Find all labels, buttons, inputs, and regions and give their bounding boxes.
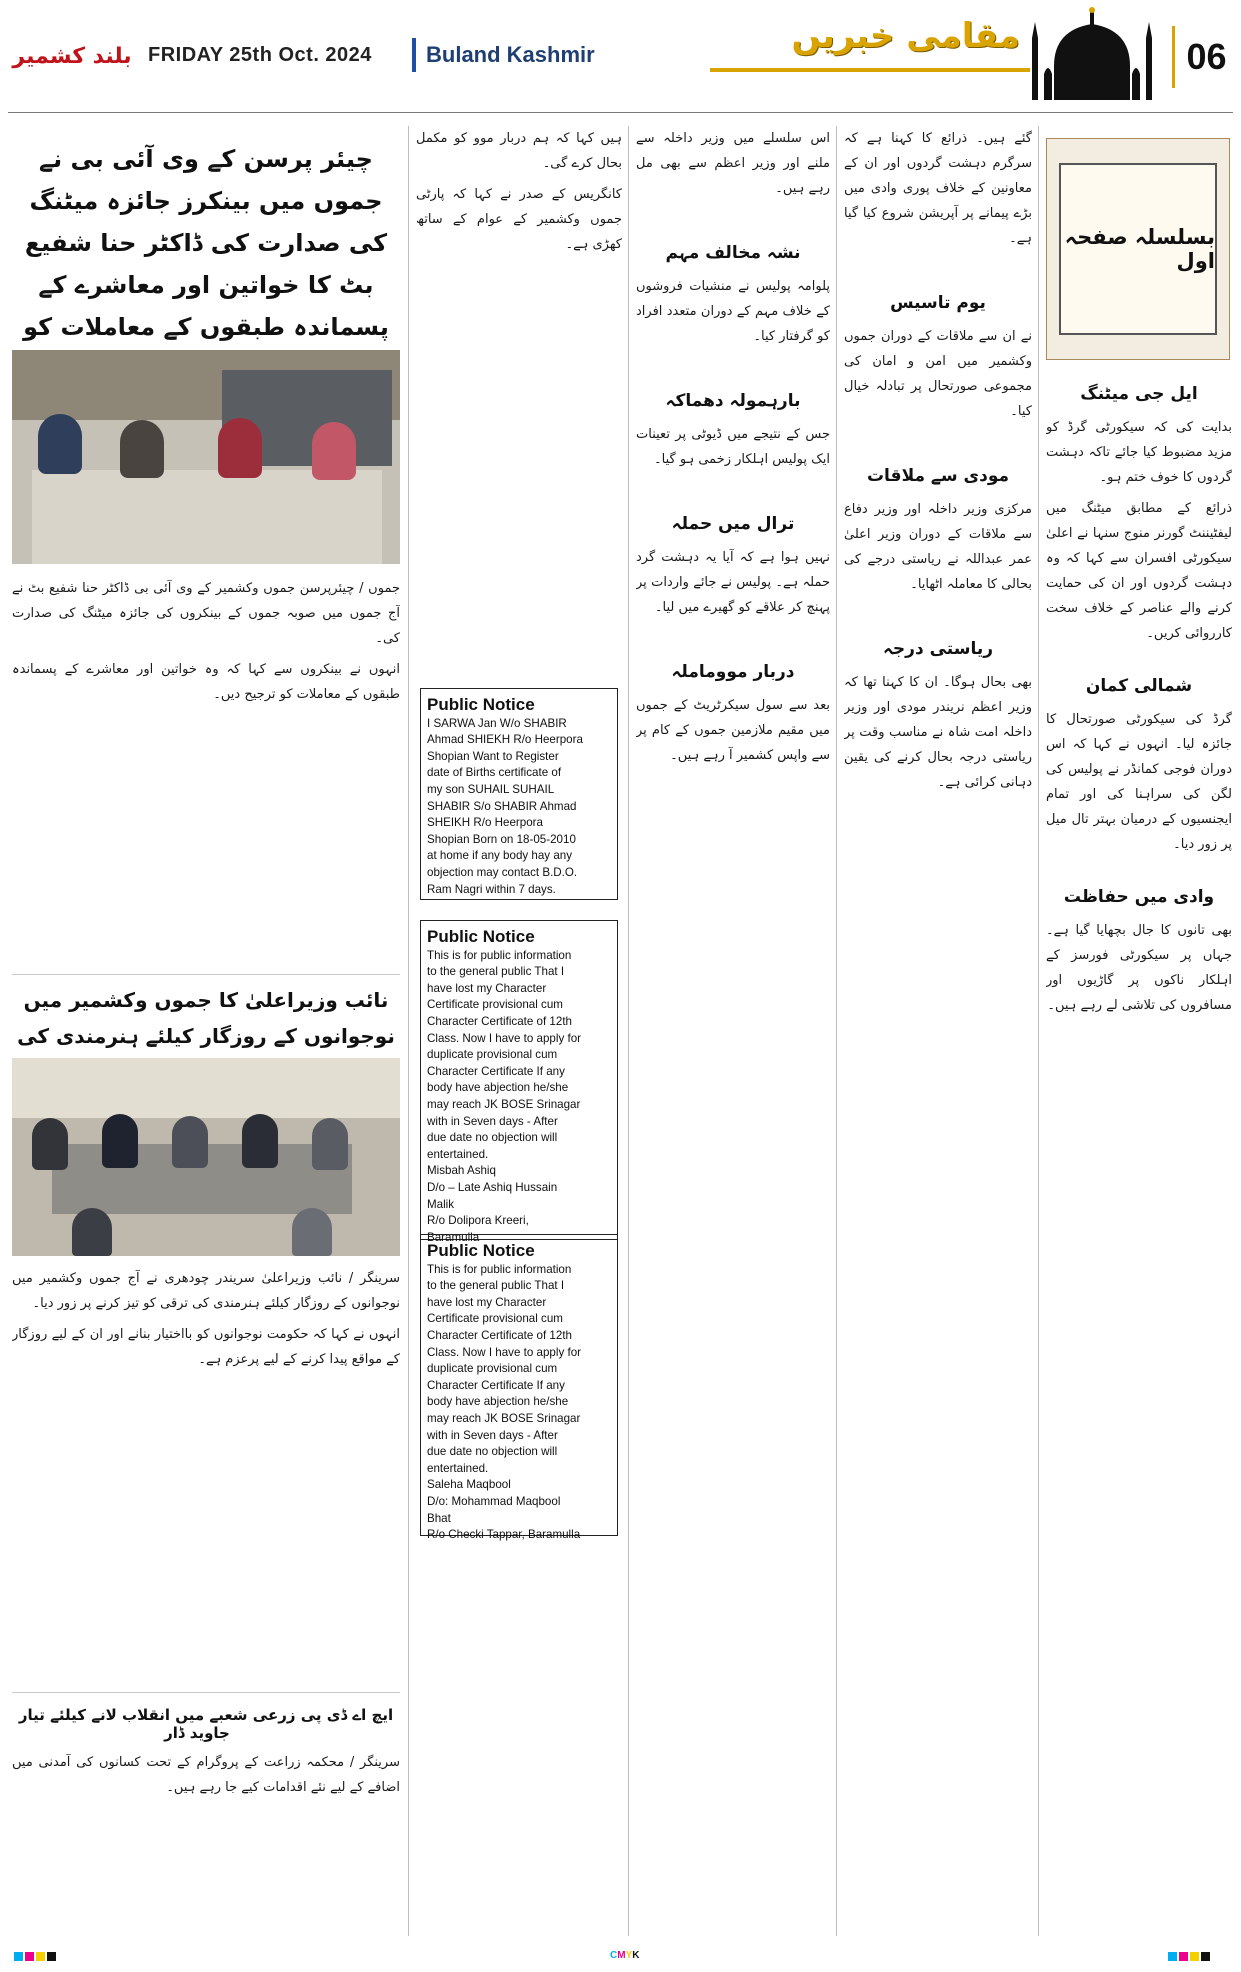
story-rule: [12, 1692, 400, 1693]
notice-line: Class. Now I have to apply for: [427, 1031, 582, 1045]
notice-line: Ahmad SHIEKH R/o Heerpora: [427, 733, 583, 747]
column-mid-left: [416, 126, 622, 666]
notice-line: Misbah Ashiq: [427, 1164, 496, 1178]
paragraph: مرکزی وزیر داخلہ اور وزیر دفاع سے ملاقات کے دوران وزیر اعلیٰ عمر عبداللہ نے ریاستی درجے کی بحالی کا معاملہ اٹھایا۔: [844, 502, 1032, 592]
column-rule: [836, 126, 837, 1936]
registration-swatch: [14, 1952, 56, 1961]
heading-modi-meeting: مودی سے ملاقات: [866, 466, 1010, 486]
notice-line: to the general public That I: [427, 1279, 565, 1293]
notice-line: This is for public information: [427, 948, 572, 962]
notice-line: to the general public That I: [427, 965, 565, 979]
masthead-rule: [8, 112, 1233, 113]
paragraph: بھی بحال ہوگا۔ ان کا کہنا تھا کہ وزیر اعظم نریندر مودی اور وزیر داخلہ امت شاہ نے مناسب وقت پر ریاستی درجہ بحال کرنے کی یقین دہانی کرائی ہے۔: [844, 675, 1032, 790]
section-banner: [700, 4, 1170, 102]
notice-line: with in Seven days - After: [427, 1114, 558, 1128]
notice-line: may reach JK BOSE Srinagar: [427, 1097, 581, 1111]
paragraph: نہیں ہوا ہے کہ آیا یہ دہشت گرد حملہ ہے۔ پولیس نے جائے واردات پر پہنچ کر علاقے کو گھیرے میں لیا۔: [636, 550, 830, 615]
notice-line: D/o: Mohammad Maqbool: [427, 1494, 561, 1508]
byline: جاوید ڈار: [164, 1724, 230, 1742]
notice-line: at home if any body hay any: [427, 849, 573, 863]
notice-line: body have abjection he/she: [427, 1395, 569, 1409]
notice-line: duplicate provisional cum: [427, 1362, 558, 1376]
heading-tral-attack: ترال میں حملہ: [671, 514, 795, 534]
meeting-photo: [12, 350, 400, 564]
notice-line: Certificate provisional cum: [427, 998, 563, 1012]
column-center: [636, 126, 830, 1932]
paragraph: انہوں نے بینکروں سے کہا کہ وہ خواتین اور معاشرے کے پسماندہ طبقوں کے معاملات کو ترجیح دیں۔: [12, 662, 400, 702]
paragraph: نے ان سے ملاقات کے دوران جموں وکشمیر میں امن و امان کی مجموعی صورتحال پر تبادلہ خیال کیا۔: [844, 329, 1032, 419]
paragraph: بعد سے سول سیکرٹریٹ کے جموں میں مقیم ملازمین جموں کے کام پر سے واپس کشمیر آ رہے ہیں۔: [636, 698, 830, 763]
issue-date: FRIDAY 25th Oct. 2024: [148, 44, 372, 66]
notice-line: I SARWA Jan W/o SHABIR: [427, 716, 567, 730]
column-rule: [1038, 126, 1039, 1936]
banner-rule: [710, 68, 1030, 72]
paragraph: سرینگر / نائب وزیراعلیٰ سریندر چودھری نے آج جموں وکشمیر میں نوجوانوں کے روزگار کیلئے ہنرمندی کی ترقی کو تیز کرنے پر زور دیا۔: [12, 1271, 400, 1311]
paragraph: انہوں نے کہا کہ حکومت نوجوانوں کو بااختیار بنانے اور ان کے لیے روزگار کے مواقع پیدا کرنے کے لیے پرعزم ہے۔: [12, 1327, 400, 1367]
notice-line: with in Seven days - After: [427, 1428, 558, 1442]
second-headline: نائب وزیراعلیٰ کا جموں وکشمیر میں نوجوانوں کے روزگار کیلئے ہنرمندی کی: [17, 988, 395, 1048]
notice-line: R/o Checki Tappar, Baramulla: [427, 1528, 581, 1542]
paragraph: جموں / چیئرپرسن جموں وکشمیر کے وی آئی بی ڈاکٹر حنا شفیع بٹ نے آج جموں میں صوبہ جموں کے بینکروں کی جائزہ میٹنگ کی صدارت کی۔: [12, 581, 400, 646]
notice-line: Certificate provisional cum: [427, 1312, 563, 1326]
notice-line: Malik: [427, 1197, 455, 1211]
newspaper-name: Buland Kashmir: [412, 38, 595, 72]
notice-line: Class. Now I have to apply for: [427, 1345, 582, 1359]
public-notice: [420, 1234, 618, 1542]
paragraph: گرڈ کی سیکورٹی صورتحال کا جائزہ لیا۔ انہوں نے کہا کہ اس دوران فوجی کمانڈر نے پولیس کی لگن کی سراہنا کی اور تمام ایجنسیوں کے درمیان بہتر تال میل پر زور دیا۔: [1046, 712, 1232, 852]
third-headline: ایچ اے ڈی پی زرعی شعبے میں انقلاب لانے کیلئے تیار: [18, 1706, 394, 1724]
paragraph: گئے ہیں۔ ذرائع کا کہنا ہے کہ سرگرم دہشت گردوں اور ان کے معاونین کے خلاف پوری وادی میں بڑے پیمانے پر آپریشن شروع کیا گیا ہے۔: [844, 131, 1032, 246]
newspaper-logo: بلند کشمیر: [12, 44, 132, 69]
notice-line: Character Certificate of 12th: [427, 1328, 572, 1342]
notice-body: [427, 716, 611, 899]
notice-line: objection may contact B.D.O.: [427, 865, 578, 879]
notice-line: body have abjection he/she: [427, 1081, 569, 1095]
notice-line: Shopian Born on 18-05-2010: [427, 832, 576, 846]
notice-line: SHEIKH R/o Heerpora: [427, 816, 543, 830]
heading-statehood: ریاستی درجہ: [882, 639, 994, 659]
heading-anti-drug-drive: نشہ مخالف مہم: [665, 243, 801, 263]
heading-valley-security: وادی میں حفاظت: [1063, 887, 1215, 907]
public-notice: [420, 920, 618, 1244]
notice-line: entertained.: [427, 1147, 489, 1161]
notice-line: due date no objection will: [427, 1131, 558, 1145]
notice-line: Ram Nagri within 7 days.: [427, 882, 556, 896]
public-notice: [420, 688, 618, 900]
third-story: [12, 1702, 400, 1932]
column-mid-right: [844, 126, 1032, 1932]
lead-story-body: [12, 576, 400, 972]
notice-line: may reach JK BOSE Srinagar: [427, 1411, 581, 1425]
notice-line: R/o Dolipora Kreeri,: [427, 1214, 529, 1228]
paragraph: کانگریس کے صدر نے کہا کہ پارٹی جموں وکشمیر کے عوام کے ساتھ کھڑی ہے۔: [416, 187, 622, 252]
print-registration: [0, 1944, 1241, 1972]
paragraph: بھی تانوں کا جال بچھایا گیا ہے۔ جہاں پر سیکورٹی فورسز کے اہلکار ناکوں پر گاڑیوں اور مسافروں کی تلاشی لے رہے ہیں۔: [1046, 923, 1232, 1013]
notice-line: entertained.: [427, 1461, 489, 1475]
notice-line: Character Certificate If any: [427, 1378, 565, 1392]
notice-body: [427, 948, 611, 1247]
notice-body: [427, 1262, 611, 1544]
notice-line: Saleha Maqbool: [427, 1478, 511, 1492]
lead-headline: چیئر پرسن کے وی آئی بی نے جموں میں بینکرز جائزہ میٹنگ کی صدارت کی ڈاکٹر حنا شفیع بٹ کا خواتین اور معاشرے کے پسماندہ طبقوں کے معاملات کو: [23, 145, 389, 341]
notice-title: Public Notice: [427, 927, 535, 946]
cmyk-mark: CMYK: [610, 1950, 640, 1961]
heading-lg-meeting: ایل جی میٹنگ: [1080, 384, 1198, 404]
column-rule: [408, 126, 409, 1936]
heading-baramulla-blast: بارہمولہ دھماکہ: [665, 391, 801, 411]
section-title: مقامی خبریں: [791, 16, 1020, 56]
paragraph: جس کے نتیجے میں ڈیوٹی پر تعینات ایک پولیس اہلکار زخمی ہو گیا۔: [636, 427, 830, 467]
notice-line: Character Certificate If any: [427, 1064, 565, 1078]
paragraph: اس سلسلے میں وزیر داخلہ سے ملنے اور وزیر اعظم سے بھی مل رہے ہیں۔: [636, 131, 830, 196]
notice-line: my son SUHAIL SUHAIL: [427, 782, 555, 796]
notice-line: D/o – Late Ashiq Hussain: [427, 1180, 558, 1194]
first-page-label: بسلسلہ صفحہ اول: [1064, 225, 1215, 273]
registration-swatch: [1168, 1952, 1210, 1961]
notice-line: date of Births certificate of: [427, 766, 562, 780]
notice-line: have lost my Character: [427, 1295, 547, 1309]
notice-line: Character Certificate of 12th: [427, 1014, 572, 1028]
notice-title: Public Notice: [427, 1241, 535, 1260]
page-number: 06: [1172, 26, 1238, 88]
paragraph: سرینگر / محکمہ زراعت کے پروگرام کے تحت کسانوں کی آمدنی میں اضافے کے لیے نئے اقدامات کیے جا رہے ہیں۔: [12, 1755, 400, 1795]
paragraph: پلوامہ پولیس نے منشیات فروشوں کے خلاف مہم کے دوران متعدد افراد کو گرفتار کیا۔: [636, 279, 830, 344]
notice-title: Public Notice: [427, 695, 535, 714]
notice-line: duplicate provisional cum: [427, 1048, 558, 1062]
second-story-body: [12, 1266, 400, 1684]
notice-line: Shopian Want to Register: [427, 749, 559, 763]
notice-line: Bhat: [427, 1511, 451, 1525]
paragraph: ذرائع کے مطابق میٹنگ میں لیفٹیننٹ گورنر منوج سنہا نے اعلیٰ سیکورٹی افسران سے کہا کہ وہ دہشت گردوں اور ان کی حمایت کرنے والے عناصر کے خلاف سخت کارروائی کریں۔: [1046, 501, 1232, 641]
notice-line: have lost my Character: [427, 981, 547, 995]
first-page-box: [1046, 138, 1230, 360]
heading-northern-command: شمالی کمان: [1085, 676, 1193, 696]
paragraph: ہیں کہا کہ ہم دربار موو کو مکمل بحال کرے گی۔: [416, 131, 622, 171]
notice-line: Baramulla: [427, 1230, 480, 1244]
masthead: [0, 0, 1241, 112]
story-rule: [12, 974, 400, 975]
heading-foundation-day: یوم تاسیس: [890, 293, 986, 313]
notice-line: due date no objection will: [427, 1445, 558, 1459]
column-rule: [628, 126, 629, 1936]
mosque-icon: [1024, 4, 1164, 100]
notice-line: This is for public information: [427, 1262, 572, 1276]
notice-line: SHABIR S/o SHABIR Ahmad: [427, 799, 577, 813]
heading-darbar-move: دربار مووماملہ: [671, 662, 795, 682]
conference-photo: [12, 1058, 400, 1256]
paragraph: بدایت کی کہ سیکورٹی گرڈ کو مزید مضبوط کیا جائے تاکہ دہشت گردوں کا خوف ختم ہو۔: [1046, 420, 1232, 485]
column-right: [1046, 372, 1232, 1932]
